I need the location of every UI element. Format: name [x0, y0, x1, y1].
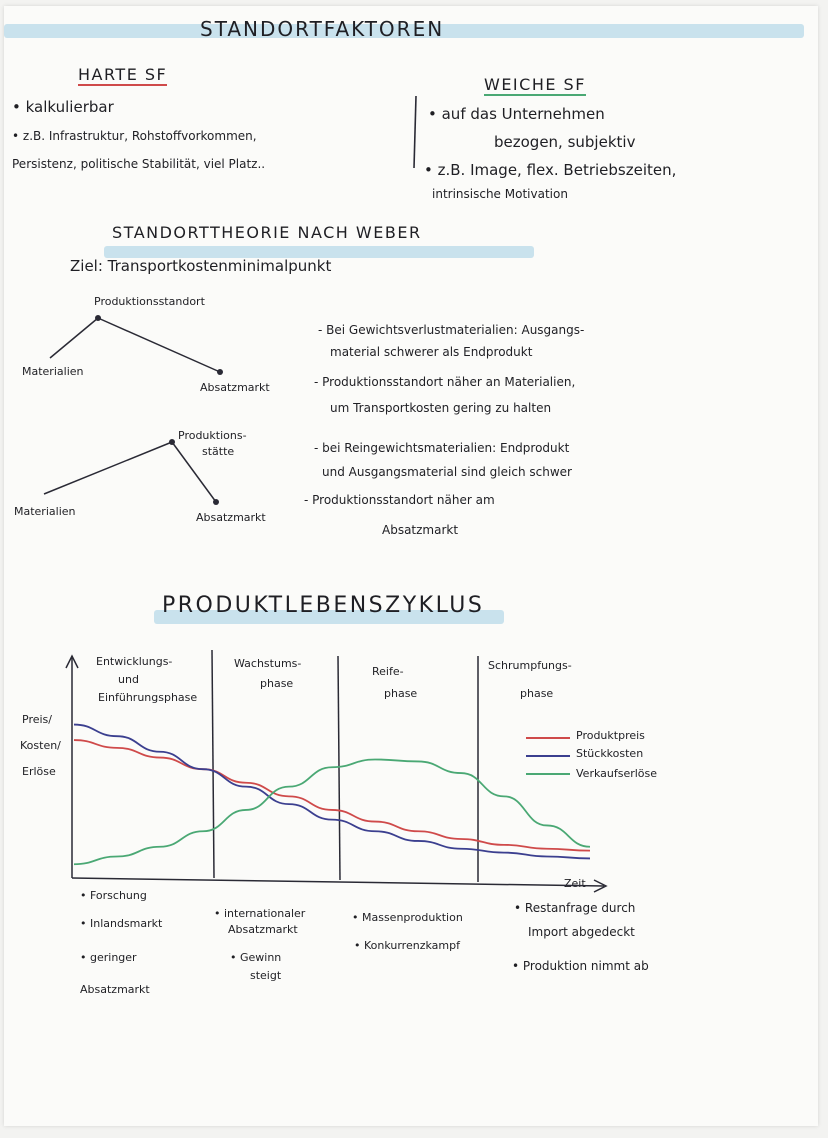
phase-2-note-3: • Gewinn	[230, 951, 282, 964]
weber-text-1: - Bei Gewichtsverlustmaterialien: Ausgangs-	[318, 323, 585, 337]
soft-factor-1a: • auf das Unternehmen	[428, 105, 605, 123]
phase-1-line-2: und	[118, 673, 139, 686]
phase-1-note-3: • geringer	[80, 951, 137, 964]
series-layer	[74, 725, 590, 865]
hard-factors-heading: HARTE SF	[78, 65, 168, 84]
phase-2-note-2: Absatzmarkt	[228, 923, 298, 936]
hard-factor-2: • z.B. Infrastruktur, Rohstoffvorkommen,	[12, 129, 257, 143]
weber-text-5: - bei Reingewichtsmaterialien: Endprodukt	[314, 441, 570, 455]
phase-4-note-2: Import abgedeckt	[528, 925, 635, 939]
page-title: STANDORTFAKTOREN	[200, 17, 445, 41]
y-axis-label-3: Erlöse	[22, 765, 56, 778]
phase-4-note-3: • Produktion nimmt ab	[512, 959, 649, 973]
diagram1-materials: Materialien	[22, 365, 84, 378]
plc-heading: PRODUKTLEBENSZYKLUS	[162, 593, 485, 618]
legend-price: Produktpreis	[576, 729, 645, 742]
note-page	[4, 6, 818, 1126]
phase-4-note-1: • Restanfrage durch	[514, 901, 636, 915]
weber-text-8: Absatzmarkt	[382, 523, 459, 537]
soft-factor-2b: intrinsische Motivation	[432, 187, 568, 201]
series-line-1	[74, 740, 590, 851]
weber-text-6: und Ausgangsmaterial sind gleich schwer	[322, 465, 572, 479]
phase-3-line-2: phase	[384, 687, 418, 700]
series-line-2	[74, 725, 590, 859]
phase-divider-2	[338, 656, 340, 880]
x-axis-label: Zeit	[564, 877, 586, 890]
phase-4-line-2: phase	[520, 687, 554, 700]
hard-factor-1: • kalkulierbar	[12, 98, 114, 116]
diagram1-node-market	[217, 369, 223, 375]
diagram2-edge-right	[172, 442, 216, 502]
diagram2-node-site	[169, 439, 175, 445]
phase-1-line-1: Entwicklungs-	[96, 655, 173, 668]
x-axis	[72, 878, 604, 886]
diagram1-node-site	[95, 315, 101, 321]
phase-4-line-1: Schrumpfungs-	[488, 659, 572, 672]
weber-text-3: - Produktionsstandort näher an Materialien,	[314, 375, 576, 389]
phase-2-line-1: Wachstums-	[234, 657, 302, 670]
diagram1-edge-right	[98, 318, 220, 372]
diagram2-market: Absatzmarkt	[196, 511, 266, 524]
weber-text-4: um Transportkosten gering zu halten	[330, 401, 552, 415]
phase-1-line-3: Einführungsphase	[98, 691, 198, 704]
diagram2-materials: Materialien	[14, 505, 76, 518]
diagram2-edge-left	[44, 442, 172, 494]
phase-2-line-2: phase	[260, 677, 294, 690]
soft-factor-1b: bezogen, subjektiv	[494, 133, 636, 151]
soft-factor-2a: • z.B. Image, flex. Betriebszeiten,	[424, 161, 677, 179]
y-axis-label-1: Preis/	[22, 713, 52, 726]
weber-text-2: material schwerer als Endprodukt	[330, 345, 533, 359]
legend-unit-cost: Stückkosten	[576, 747, 644, 760]
diagram1-production-site: Produktionsstandort	[94, 295, 205, 308]
phase-1-note-2: • Inlandsmarkt	[80, 917, 163, 930]
plc-chart	[4, 6, 828, 1138]
diagram1-market: Absatzmarkt	[200, 381, 270, 394]
legend-revenue: Verkaufserlöse	[576, 767, 658, 780]
phase-2-note-1: • internationaler	[214, 907, 306, 920]
phase-3-note-2: • Konkurrenzkampf	[354, 939, 460, 952]
diagram2-node-market	[213, 499, 219, 505]
weber-text-7: - Produktionsstandort näher am	[304, 493, 495, 507]
phase-divider-1	[212, 650, 214, 878]
phase-3-note-1: • Massenproduktion	[352, 911, 463, 924]
diagram2-production-site-2: stätte	[202, 445, 235, 458]
hard-factor-3: Persistenz, politische Stabilität, viel Platz..	[12, 157, 266, 171]
phase-3-line-1: Reife-	[372, 665, 404, 678]
y-axis-label-2: Kosten/	[20, 739, 61, 752]
diagram1-edge-left	[50, 318, 98, 358]
soft-factors-heading: WEICHE SF	[484, 75, 586, 94]
phase-1-note-4: Absatzmarkt	[80, 983, 150, 996]
diagram2-production-site-1: Produktions-	[178, 429, 247, 442]
series-line-3	[74, 759, 590, 864]
weber-heading: STANDORTTHEORIE NACH WEBER	[112, 223, 422, 242]
phase-2-note-4: steigt	[250, 969, 282, 982]
phase-1-note-1: • Forschung	[80, 889, 147, 902]
weber-goal: Ziel: Transportkostenminimalpunkt	[70, 257, 332, 275]
